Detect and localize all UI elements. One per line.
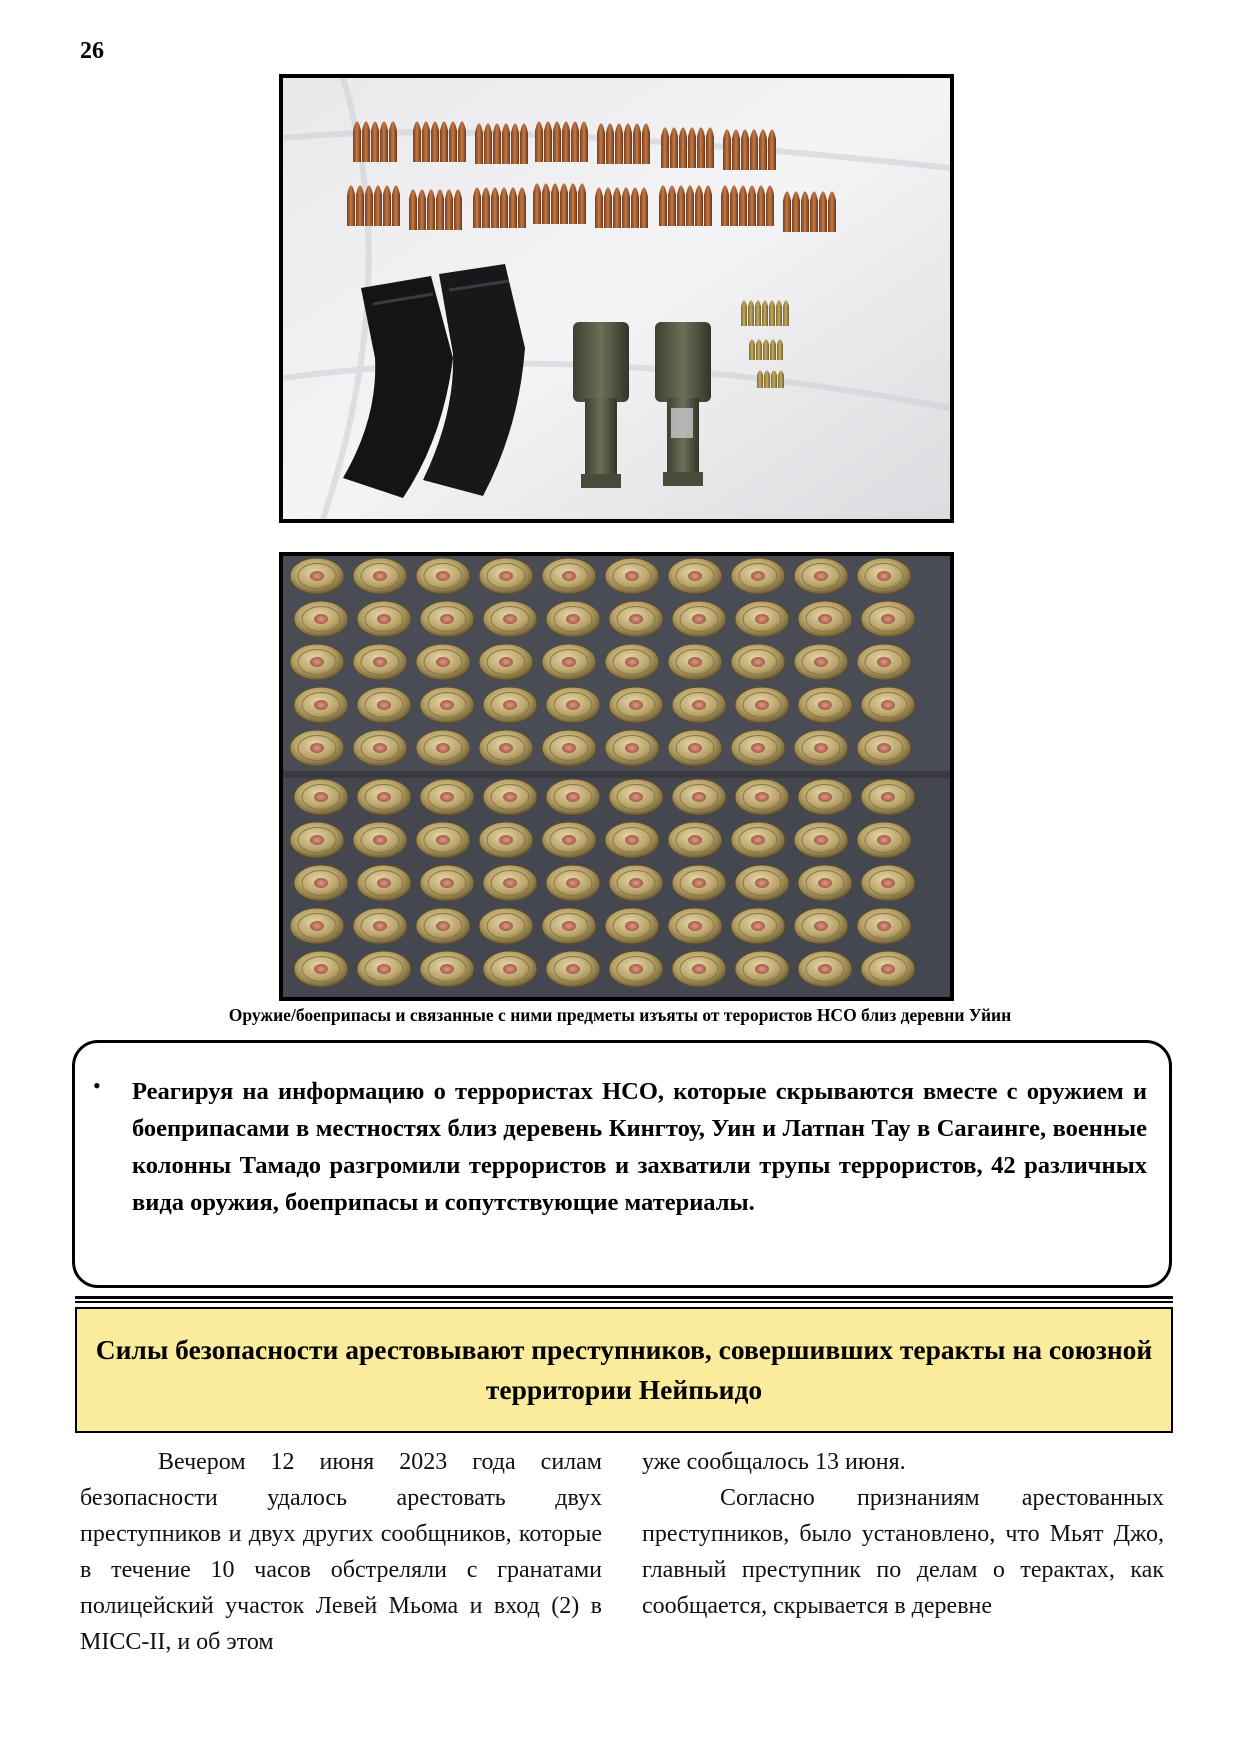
cartridges-photo — [279, 552, 954, 1001]
photo2-image — [283, 556, 950, 997]
article-column-left — [80, 1444, 602, 1744]
headline-rule-second — [75, 1301, 1173, 1303]
headline-rule-top — [75, 1296, 1173, 1299]
seized-items-photo — [279, 74, 954, 523]
article-paragraph: Согласно признаниям арестованных преступников, было установлено, что Мьят Джо, главный преступник по делам о терактах, как сообщается, скрывается в деревне — [642, 1485, 1164, 1619]
article-headline — [75, 1307, 1173, 1433]
news-bullet-box — [72, 1040, 1172, 1288]
headline-text: Силы безопасности арестовывают преступников, совершивших теракты на союзной территории Нейпьидо — [95, 1334, 1153, 1405]
bullet-marker: • — [93, 1073, 101, 1098]
article-paragraph-continuation: уже сообщалось 13 июня. — [642, 1449, 906, 1475]
photo1-image — [283, 78, 950, 519]
article-column-right — [642, 1444, 1164, 1744]
page-number: 26 — [80, 38, 104, 64]
photo-caption: Оружие/боеприпасы и связанные с ними предметы изъяты от тероpистов НСО близ деревни Уйин — [228, 1005, 1012, 1025]
article-paragraph: Вечером 12 июня 2023 года силам безопасности удалось арестовать двух преступников и двух других сообщников, которые в течение 10 часов обстреляли с гранатами полицейский участок Левей Мьома и вход (2) в МІСС-II, и об этом — [80, 1449, 602, 1655]
bullet-text: Реагируя на информацию о террористах НСО, которые скрываются вместе с оружием и боеприпасами в местностях близ деревень Кингтоу, Уин и Латпан Тау в Сагаинге, военные колонны Тамадо разгромили террористов и захватили трупы террористов, 42 различных вида оружия, боеприпасы и сопутствующие материалы. — [132, 1078, 1147, 1216]
